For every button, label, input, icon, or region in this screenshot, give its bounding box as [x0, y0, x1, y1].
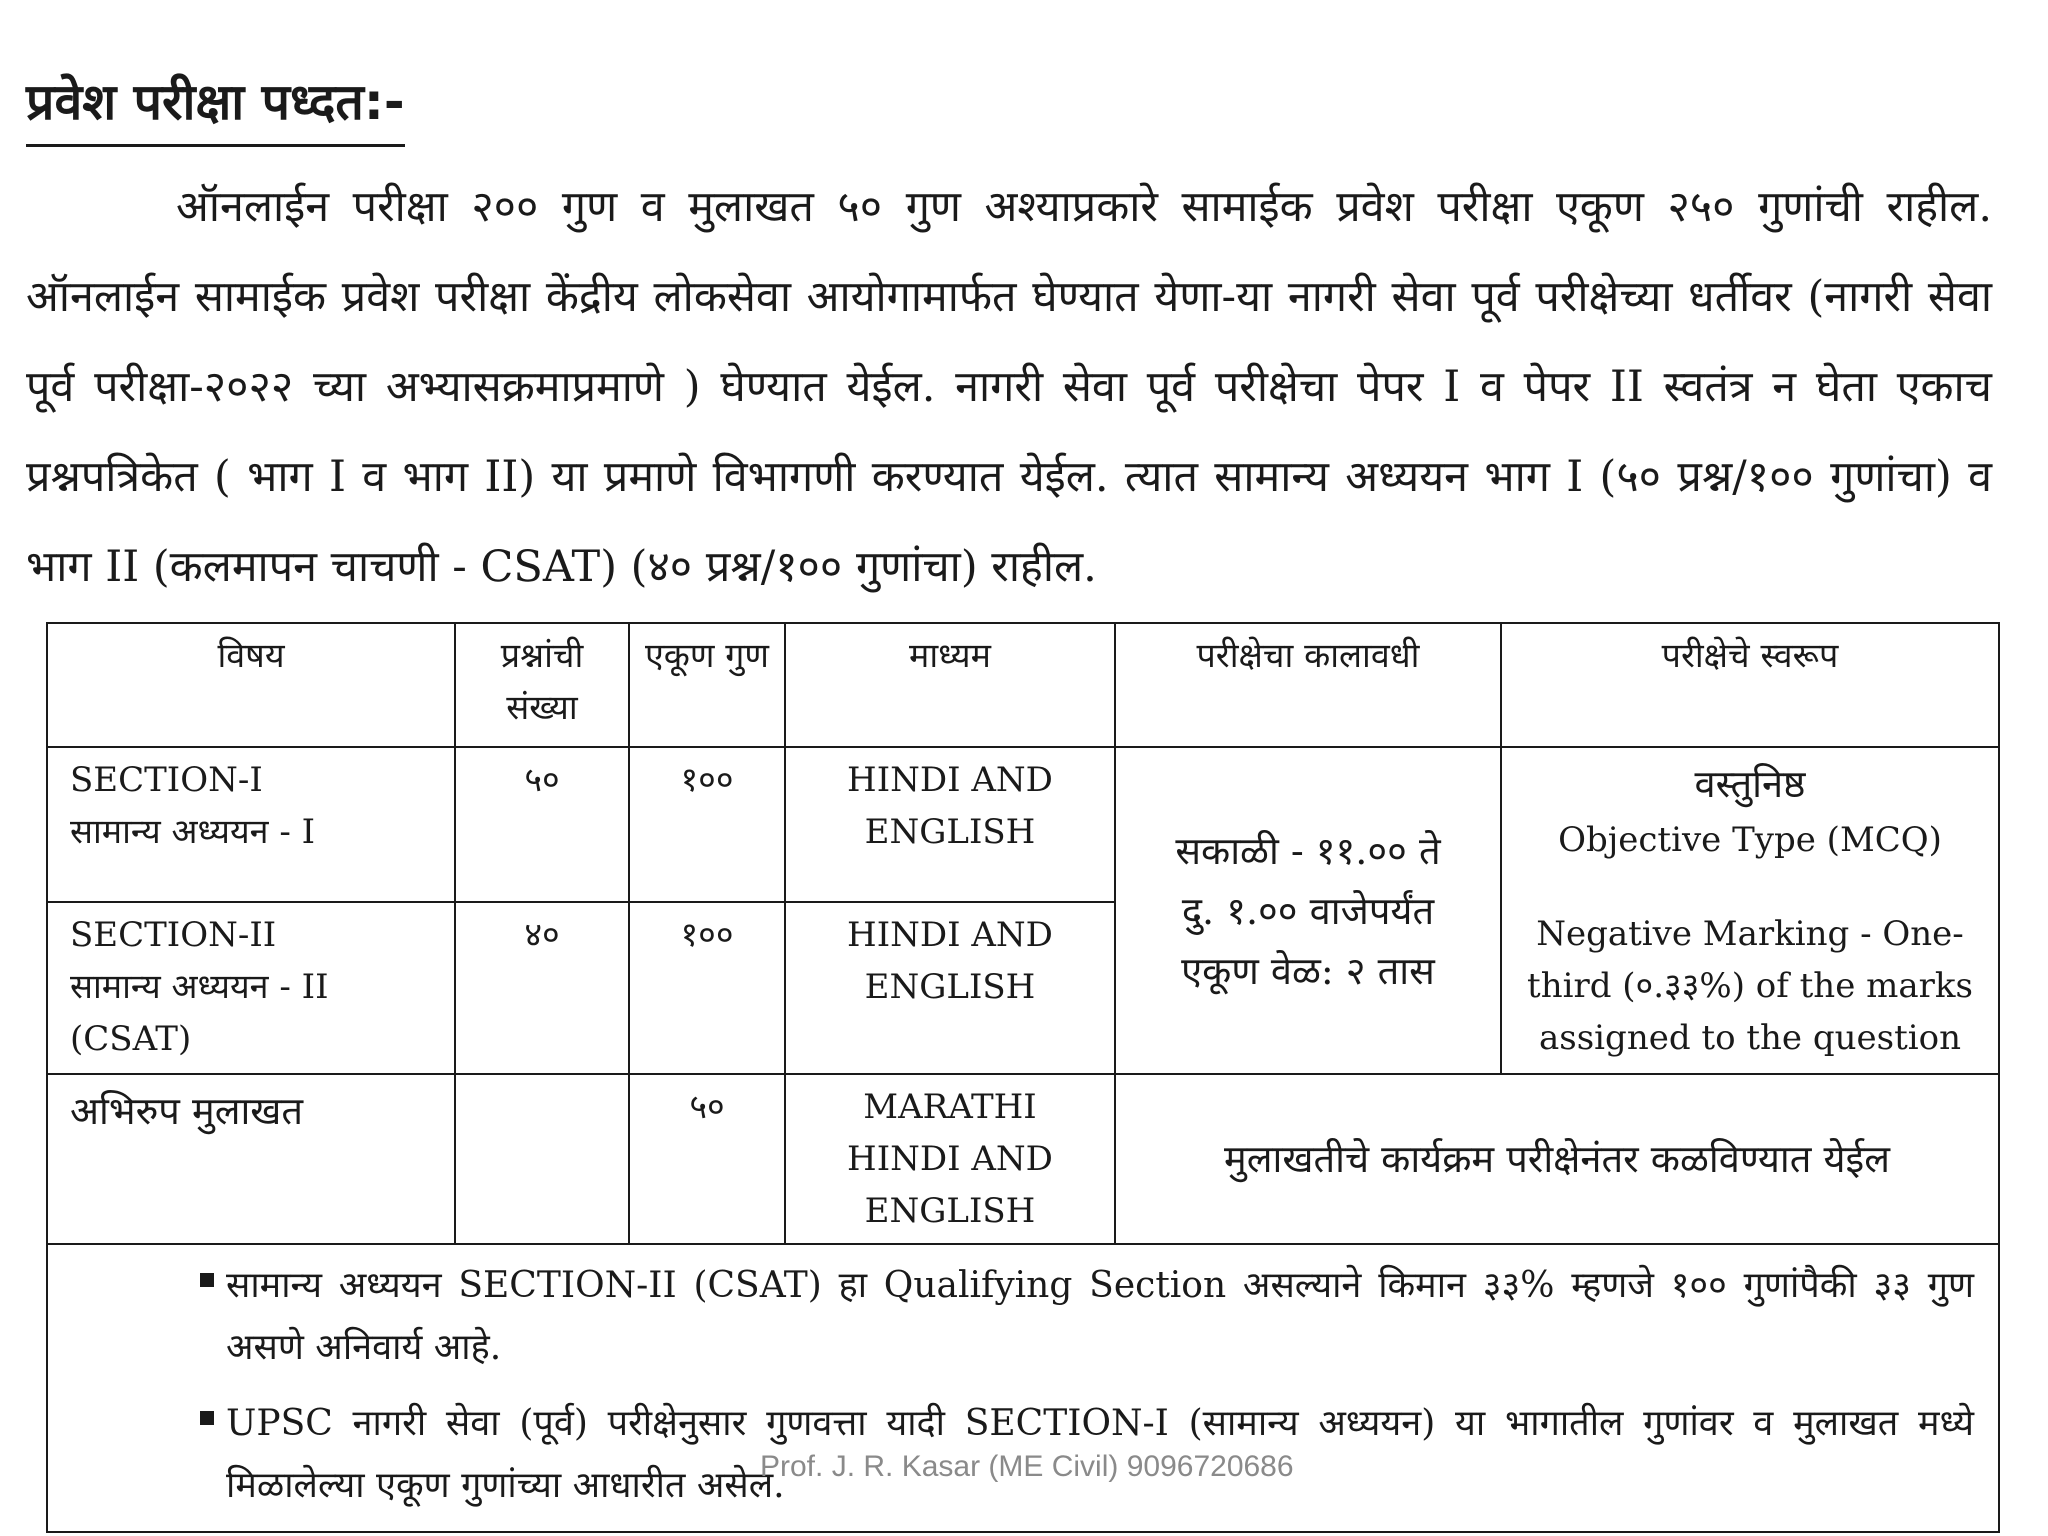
- header-questions: प्रश्नांची संख्या: [455, 623, 629, 747]
- row1-subject-name: सामान्य अध्ययन - I: [70, 812, 316, 852]
- header-subject: विषय: [47, 623, 455, 747]
- notes-cell: [47, 1244, 1999, 1532]
- note-1-text: सामान्य अध्ययन SECTION-II (CSAT) हा Qualifying Section असल्याने किमान ३३% म्हणजे १०० गुणांपैकी ३३ गुण असणे अनिवार्य आहे.: [226, 1265, 1974, 1368]
- format-cell: [1501, 747, 1999, 1074]
- header-marks: एकूण गुण: [629, 623, 785, 747]
- duration-cell: [1115, 747, 1501, 1074]
- intro-paragraph: [26, 162, 1992, 612]
- duration-line2: दु. १.०० वाजेपर्यंत: [1181, 888, 1435, 933]
- table-row: [47, 1074, 1999, 1244]
- row3-marks: ५०: [629, 1074, 785, 1244]
- format-type: Objective Type (MCQ): [1558, 820, 1942, 860]
- table-header-row: [47, 623, 1999, 747]
- format-title: वस्तुनिष्ठ: [1694, 762, 1806, 806]
- row2-marks: १००: [629, 902, 785, 1074]
- header-medium: माध्यम: [785, 623, 1115, 747]
- row1-questions: ५०: [455, 747, 629, 902]
- notes-row: [47, 1244, 1999, 1532]
- row3-medium-line2: HINDI AND ENGLISH: [847, 1139, 1053, 1231]
- row1-subject: [47, 747, 455, 902]
- row1-marks: १००: [629, 747, 785, 902]
- row2-medium: HINDI AND ENGLISH: [785, 902, 1115, 1074]
- intro-paragraph-text: ऑनलाईन परीक्षा २०० गुण व मुलाखत ५० गुण अश्याप्रकारे सामाईक प्रवेश परीक्षा एकूण २५० गुणांची राहील. ऑनलाईन सामाईक प्रवेश परीक्षा केंद्रीय लोकसेवा आयोगामार्फत घेण्यात येणा-या नागरी सेवा पूर्व परीक्षेच्या धर्तीवर (नागरी सेवा पूर्व परीक्षा-२०२२ च्या अभ्यासक्रमाप्रमाणे ) घेण्यात येईल. नागरी सेवा पूर्व परीक्षेचा पेपर I व पेपर II स्वतंत्र न घेता एकाच प्रश्नपत्रिकेत ( भाग I व भाग II) या प्रमाणे विभागणी करण्यात येईल. त्यात सामान्य अध्ययन भाग I (५० प्रश्न/१०० गुणांचा) व भाग II (कलमापन चाचणी - CSAT) (४० प्रश्न/१०० गुणांचा) राहील.: [26, 182, 1992, 592]
- row3-questions: [455, 1074, 629, 1244]
- bullet-icon: [200, 1411, 214, 1425]
- footer-credit: Prof. J. R. Kasar (ME Civil) 9096720686: [760, 1450, 1294, 1483]
- table-row: [47, 747, 1999, 902]
- row2-subject: [47, 902, 455, 1074]
- row2-subject-code: SECTION-II: [70, 915, 277, 955]
- bullet-icon: [200, 1273, 214, 1287]
- row2-subject-note: (CSAT): [70, 1019, 192, 1059]
- list-item: [148, 1255, 1974, 1379]
- row3-medium: [785, 1074, 1115, 1244]
- row1-subject-code: SECTION-I: [70, 760, 263, 800]
- row3-subject-name: अभिरुप मुलाखत: [70, 1089, 304, 1133]
- duration-line3: एकूण वेळ: २ तास: [1181, 948, 1435, 993]
- interview-note: मुलाखतीचे कार्यक्रम परीक्षेनंतर कळविण्यात येईल: [1115, 1074, 1999, 1244]
- header-duration: परीक्षेचा कालावधी: [1115, 623, 1501, 747]
- row1-medium: HINDI AND ENGLISH: [785, 747, 1115, 902]
- row2-subject-name: सामान्य अध्ययन - II: [70, 967, 329, 1007]
- duration-line1: सकाळी - ११.०० ते: [1175, 828, 1441, 873]
- row2-questions: ४०: [455, 902, 629, 1074]
- exam-pattern-table: [46, 622, 2000, 1533]
- row3-medium-line1: MARATHI: [863, 1087, 1037, 1127]
- format-negative: Negative Marking - One-third (०.३३%) of the marks assigned to the question: [1527, 914, 1973, 1058]
- header-format: परीक्षेचे स्वरूप: [1501, 623, 1999, 747]
- note-2-text: UPSC नागरी सेवा (पूर्व) परीक्षेनुसार गुणवत्ता यादी SECTION-I (सामान्य अध्ययन) या भागातील गुणांवर व मुलाखत मध्ये मिळालेल्या एकूण गुणांच्या आधारीत असेल.: [226, 1403, 1974, 1506]
- row3-subject: [47, 1074, 455, 1244]
- page-heading: प्रवेश परीक्षा पध्दत:-: [26, 62, 405, 147]
